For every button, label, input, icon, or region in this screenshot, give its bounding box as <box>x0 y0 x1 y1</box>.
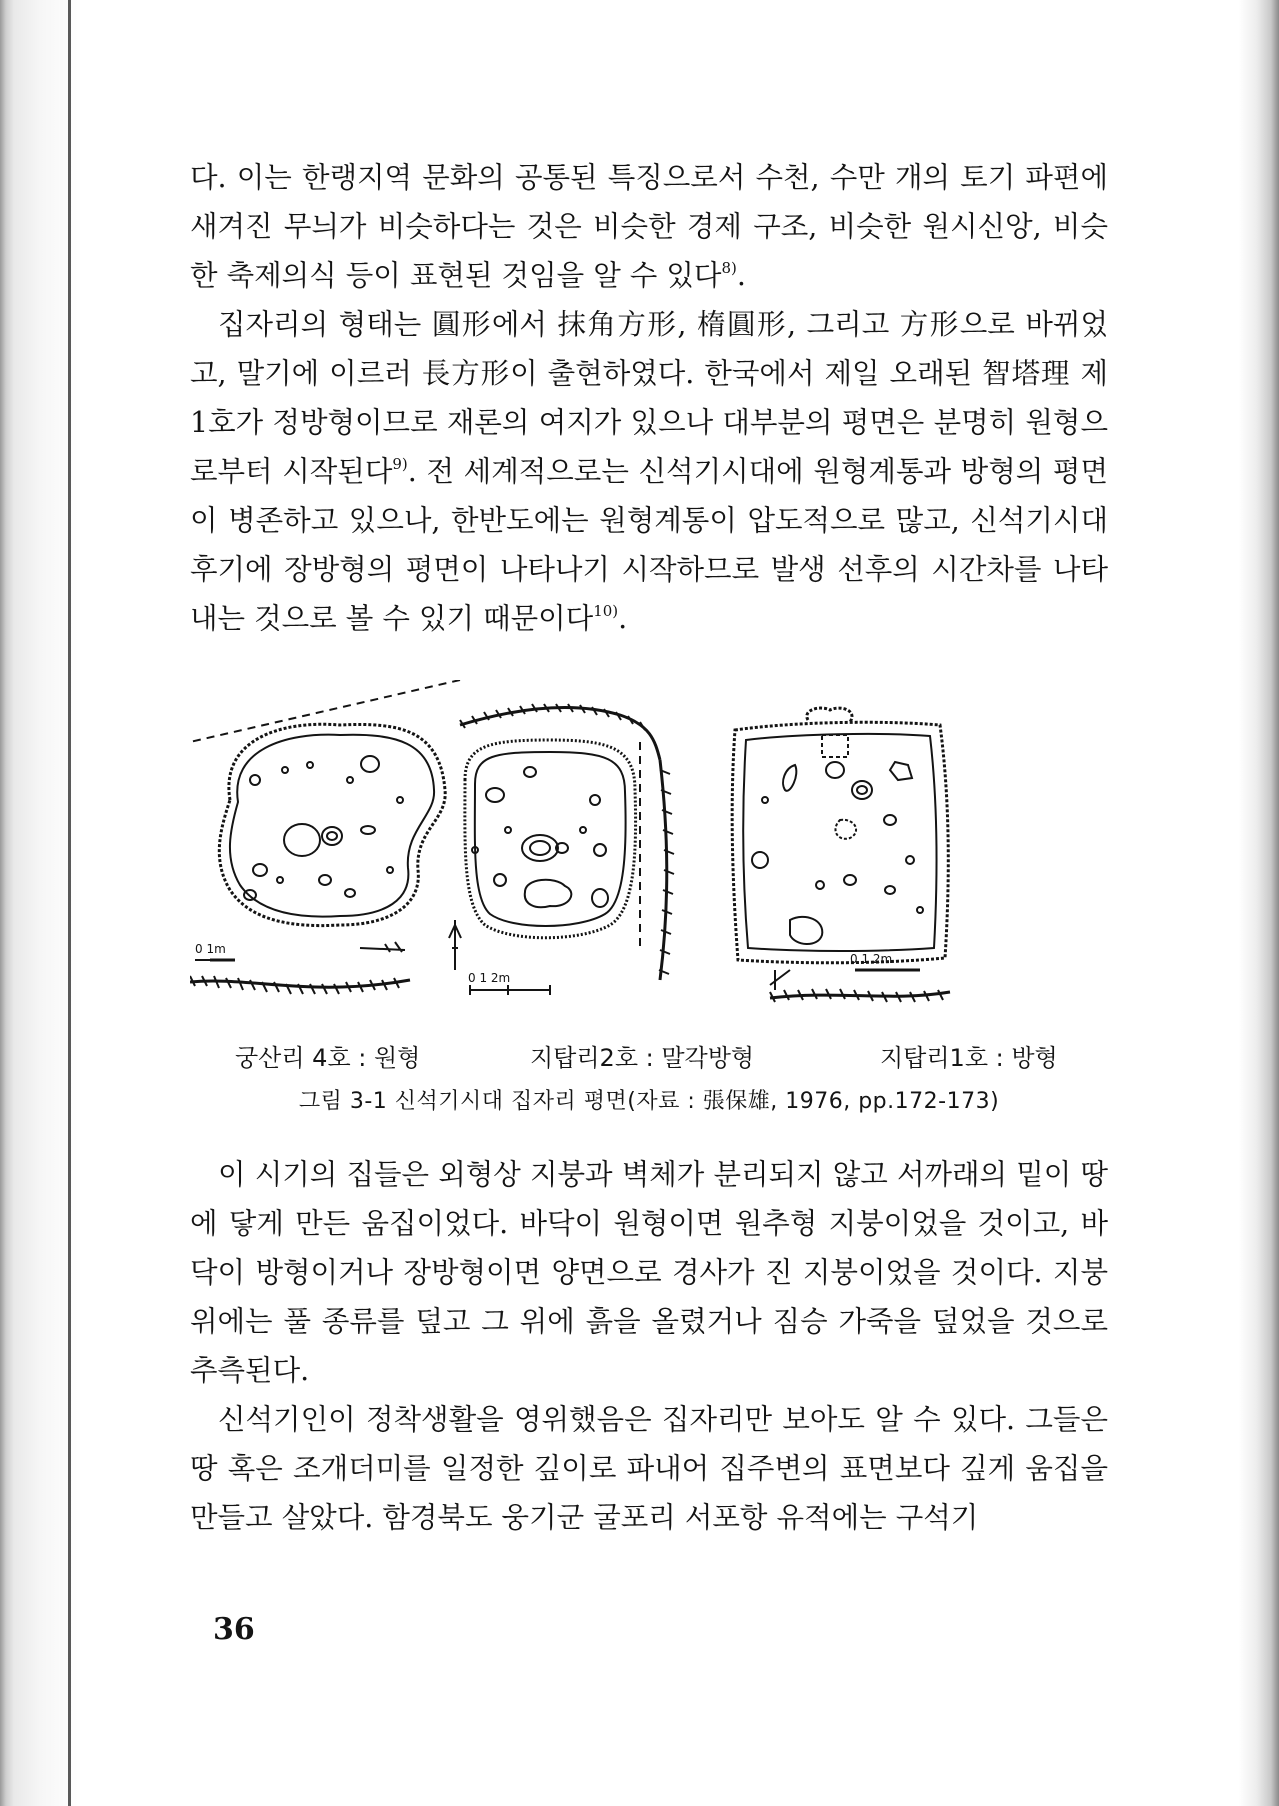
plan-round-house <box>190 724 445 994</box>
paragraph-2: 집자리의 형태는 圓形에서 抹角方形, 楕圓形, 그리고 方形으로 바뀌었고, 말기에 이르러 長方形이 출현하였다. 한국에서 제일 오래된 智塔理 제1호가 정방형이므로 재론의 여지가 있으나 대부분의 평면은 분명히 원형으로부터 시작된다$^{9)}$. 전 세계적으로는 신석기시대에 원형계통과 방형의 평면이 병존하고 있으나, 한반도에는 원형계통이 압도적으로 많고, 신석기시대 후기에 장방형의 평면이 나타나기 시작하므로 발생 선후의 시간차를 나타내는 것으로 볼 수 있기 때문이다$^{10)}$. <box>190 308 1108 635</box>
plan-label-round: 궁산리 4호 : 원형 <box>235 1044 421 1072</box>
scale-label-2: 0 1 2m <box>468 971 511 985</box>
paragraph-3: 이 시기의 집들은 외형상 지붕과 벽체가 분리되지 않고 서까래의 밑이 땅에 닿게 만든 움집이었다. 바닥이 원형이면 원추형 지붕이었을 것이고, 바닥이 방형이거나 장방형이면 양면으로 경사가 진 지붕이었을 것이다. 지붕 위에는 풀 종류를 덮고 그 위에 흙을 올렸거나 짐승 가죽을 덮었을 것으로 추측된다. <box>190 1158 1108 1387</box>
paragraph-1: 다. 이는 한랭지역 문화의 공통된 특징으로서 수천, 수만 개의 토기 파편에 새겨진 무늬가 비슷하다는 것은 비슷한 경제 구조, 비슷한 원시신앙, 비슷한 축제의식 등이 표현된 것임을 알 수 있다$^{8)}$. <box>190 161 1108 292</box>
footnote-marker: 10) <box>593 602 619 620</box>
footnote-marker: 8) <box>721 259 737 277</box>
book-gutter-shadow <box>0 0 78 1806</box>
scale-label-1: 0 1m <box>195 942 226 956</box>
page-right-edge <box>1239 0 1279 1806</box>
body-text-top <box>190 153 1108 643</box>
page-number: 36 <box>213 1612 255 1647</box>
body-text-bottom <box>190 1150 1108 1542</box>
footnote-marker: 9) <box>392 455 408 473</box>
plan-square-house <box>732 708 950 1002</box>
scale-label-3: 0 1 2m <box>850 952 893 966</box>
plan-drawings <box>190 680 1108 1080</box>
paragraph-4: 신석기인이 정착생활을 영위했음은 집자리만 보아도 알 수 있다. 그들은 땅 혹은 조개더미를 일정한 깊이로 파내어 집주변의 표면보다 깊게 움집을 만들고 살았다. 함경북도 웅기군 굴포리 서포항 유적에는 구석기 <box>190 1403 1108 1534</box>
figure-caption: 그림 3-1 신석기시대 집자리 평면(자료 : 張保雄, 1976, pp.172-173) <box>298 1089 1000 1114</box>
figure-dwelling-plans <box>190 680 1108 1120</box>
plan-label-square: 지탑리1호 : 방형 <box>880 1044 1058 1072</box>
page-left-edge <box>68 0 71 1806</box>
plan-label-rounded-square: 지탑리2호 : 말각방형 <box>530 1044 755 1072</box>
plan-rounded-square-house <box>190 680 674 995</box>
